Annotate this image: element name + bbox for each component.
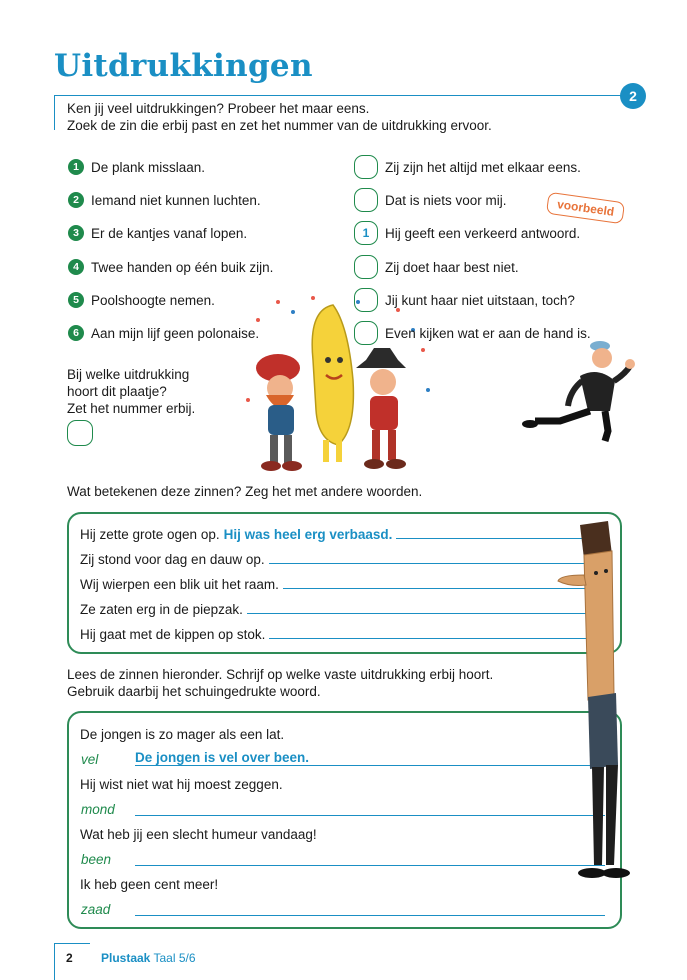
idiom-number: 4 — [68, 259, 84, 275]
idiom-text: Iemand niet kunnen luchten. — [91, 192, 261, 208]
meaning-row — [80, 597, 600, 617]
meaning-row — [80, 622, 600, 642]
idiom-number: 3 — [68, 225, 84, 241]
page-number: 2 — [66, 951, 73, 965]
idiom-number: 2 — [68, 192, 84, 208]
idiom-item — [68, 190, 261, 210]
meaning-answer[interactable]: Hij was heel erg verbaasd. — [223, 527, 393, 542]
idiom-text: Poolshoogte nemen. — [91, 292, 215, 308]
idiom-panel — [67, 711, 622, 929]
meaning-text: Dat is niets voor mij. — [385, 192, 507, 208]
section3-instruction — [67, 666, 493, 700]
picture-question-line-3: Zet het nummer erbij. — [67, 401, 196, 416]
idiom-sentence: Ik heb geen cent meer! — [80, 877, 219, 892]
section2-instruction: Wat betekenen deze zinnen? Zeg het met andere woorden. — [67, 484, 423, 499]
meaning-row — [80, 522, 600, 542]
idiom-item — [68, 290, 215, 310]
answer-box[interactable] — [354, 155, 378, 179]
intro-line-2: Zoek de zin die erbij past en zet het nummer van de uitdrukking ervoor. — [67, 118, 492, 133]
answer-line[interactable] — [135, 864, 605, 866]
meaning-item — [354, 254, 519, 280]
meaning-item — [354, 220, 580, 246]
idiom-text: Er de kantjes vanaf lopen. — [91, 225, 248, 241]
idiom-number: 1 — [68, 159, 84, 175]
meaning-sentence: Zij stond voor dag en dauw op. — [80, 552, 265, 567]
intro-line-1: Ken jij veel uitdrukkingen? Probeer het maar eens. — [67, 101, 370, 116]
picture-question-line-1: Bij welke uitdrukking — [67, 367, 190, 382]
picture-answer-box[interactable] — [67, 420, 93, 446]
answer-box[interactable] — [354, 188, 378, 212]
meaning-text: Hij geeft een verkeerd antwoord. — [385, 225, 581, 241]
answer-box[interactable]: 1 — [354, 221, 378, 245]
idiom-answer[interactable]: De jongen is vel over been. — [135, 750, 310, 765]
answer-line[interactable] — [135, 914, 605, 916]
thin-man-illustration — [540, 515, 630, 890]
title-rule — [54, 95, 632, 96]
idiom-text: Aan mijn lijf geen polonaise. — [91, 325, 260, 341]
running-man-illustration — [510, 336, 640, 446]
example-stamp: voorbeeld — [546, 192, 626, 225]
party-conga-illustration — [238, 290, 438, 480]
keyword: zaad — [81, 902, 111, 917]
meaning-sentence: Hij zette grote ogen op. — [80, 527, 220, 542]
meaning-item — [354, 320, 591, 346]
answer-line[interactable] — [135, 814, 605, 816]
idiom-sentence: Hij wist niet wat hij moest zeggen. — [80, 777, 283, 792]
meaning-sentence: Wij wierpen een blik uit het raam. — [80, 577, 279, 592]
footer-rule — [54, 943, 90, 944]
idiom-number: 6 — [68, 325, 84, 341]
keyword: vel — [81, 752, 99, 767]
idiom-item — [68, 157, 205, 177]
meaning-text: Zij zijn het altijd met elkaar eens. — [385, 159, 581, 175]
footer-brand — [101, 951, 196, 965]
picture-question-line-2: hoort dit plaatje? — [67, 384, 167, 399]
section3-instruction-line-2: Gebruik daarbij het schuingedrukte woord. — [67, 684, 321, 699]
idiom-number: 5 — [68, 292, 84, 308]
brand-subtitle: Taal 5/6 — [150, 951, 196, 965]
meaning-sentence: Ze zaten erg in de piepzak. — [80, 602, 243, 617]
intro-text — [67, 100, 492, 134]
page-title: Uitdrukkingen — [54, 48, 313, 84]
idiom-text: Twee handen op één buik zijn. — [91, 259, 274, 275]
intro-accent-bar — [54, 95, 55, 130]
idiom-item — [68, 223, 247, 243]
meaning-text: Jij kunt haar niet uitstaan, toch? — [385, 292, 575, 308]
footer-accent-bar — [54, 943, 55, 980]
keyword: mond — [81, 802, 115, 817]
meaning-item — [354, 154, 581, 180]
exercise-badge: 2 — [620, 83, 646, 109]
picture-question — [67, 366, 195, 417]
meaning-text: Zij doet haar best niet. — [385, 259, 519, 275]
idiom-item — [68, 257, 273, 277]
meaning-row — [80, 572, 600, 592]
answer-box[interactable] — [354, 255, 378, 279]
meaning-row — [80, 547, 600, 567]
idiom-item — [68, 323, 259, 343]
section3-instruction-line-1: Lees de zinnen hieronder. Schrijf op welke vaste uitdrukking erbij hoort. — [67, 667, 494, 682]
meaning-text: Even kijken wat er aan de hand is. — [385, 325, 591, 341]
keyword: been — [81, 852, 112, 867]
answer-box[interactable] — [354, 321, 378, 345]
meaning-item — [354, 287, 575, 313]
answer-line[interactable] — [135, 764, 605, 766]
answer-box[interactable] — [354, 288, 378, 312]
idiom-text: De plank misslaan. — [91, 159, 206, 175]
idiom-sentence: Wat heb jij een slecht humeur vandaag! — [80, 827, 317, 842]
idiom-sentence: De jongen is zo mager als een lat. — [80, 727, 285, 742]
brand-name: Plustaak — [101, 951, 151, 965]
meaning-sentence: Hij gaat met de kippen op stok. — [80, 627, 266, 642]
meaning-item — [354, 187, 507, 213]
